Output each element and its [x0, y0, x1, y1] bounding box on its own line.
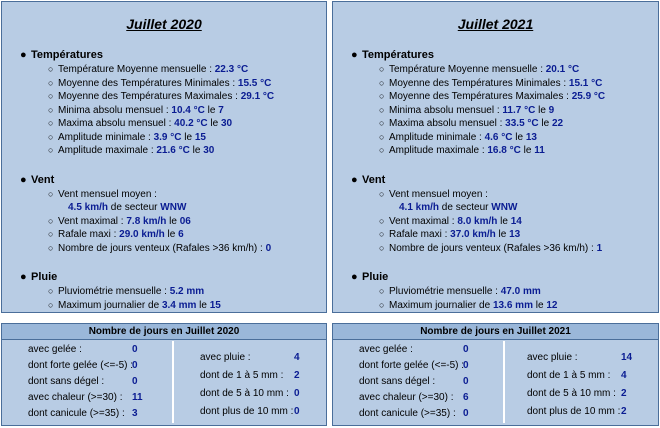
temp-item: ○ Minima absolu mensuel : 10.4 °C le 7 [48, 104, 224, 116]
gust-max-item: ○ Rafale maxi : 29.0 km/h le 6 [48, 229, 184, 240]
table-row: dont de 5 à 10 mm : 2 [527, 388, 627, 399]
temp-item: ○ Température Moyenne mensuelle : 22.3 °C [48, 64, 249, 75]
bullet-icon: ● [20, 271, 27, 283]
temp-item: ○ Maxima absolu mensuel : 33.5 °C le 22 [379, 118, 564, 129]
circle-bullet-icon: ○ [48, 131, 54, 142]
circle-bullet-icon: ○ [48, 77, 54, 88]
windy-days-item: ○ Nombre de jours venteux (Rafales >36 km/h) : 0 [48, 242, 272, 254]
circle-bullet-icon: ○ [379, 77, 385, 88]
circle-bullet-icon: ○ [48, 229, 54, 239]
table-row: avec gelée : 0 [28, 344, 138, 355]
circle-bullet-icon: ○ [48, 215, 54, 226]
section-heading-temperatures: Températures [31, 49, 103, 61]
rain-total-item: ○ Pluviométrie mensuelle : 47.0 mm [379, 286, 541, 297]
table-row: dont canicule (>=35) : 3 [28, 408, 138, 419]
circle-bullet-icon: ○ [379, 91, 385, 101]
table-row: avec chaleur (>=30) : 11 [28, 392, 143, 403]
section-temperatures [2, 49, 326, 158]
temp-item: ○ Amplitude maximale : 16.8 °C le 11 [379, 145, 545, 156]
wind-mean-item: ○ Vent mensuel moyen : [379, 188, 488, 200]
section-vent [2, 174, 326, 256]
temp-item: ○ Température Moyenne mensuelle : 20.1 °C [379, 64, 580, 75]
section-temperatures [333, 49, 658, 158]
panel-july-2021 [332, 1, 659, 313]
section-heading-vent: Vent [362, 173, 386, 186]
wind-mean-detail: 4.1 km/h de secteur WNW [399, 202, 518, 213]
days-table-title: Nombre de jours en Juillet 2021 [333, 324, 658, 340]
section-pluie [2, 271, 326, 312]
days-col-rain [200, 349, 300, 421]
temp-item: ○ Moyenne des Températures Maximales : 25.9 °C [379, 91, 606, 102]
table-row: dont sans dégel : 0 [28, 376, 138, 387]
panel-title: Juillet 2021 [457, 16, 534, 32]
days-col-frost-heat [28, 342, 143, 422]
circle-bullet-icon: ○ [379, 242, 385, 253]
wind-list-2 [2, 215, 326, 256]
circle-bullet-icon: ○ [379, 145, 385, 155]
days-table-2020 [1, 323, 327, 426]
rain-daily-max-item: ○ Maximum journalier de 3.4 mm le 15 [48, 299, 221, 311]
bullet-icon: ● [351, 49, 358, 61]
section-heading-vent: Vent [31, 173, 55, 186]
circle-bullet-icon: ○ [379, 229, 385, 239]
section-heading-pluie: Pluie [31, 271, 58, 283]
circle-bullet-icon: ○ [379, 118, 385, 128]
circle-bullet-icon: ○ [48, 64, 54, 74]
days-table-title: Nombre de jours en Juillet 2020 [2, 324, 326, 340]
circle-bullet-icon: ○ [379, 188, 385, 199]
panel-july-2020 [1, 1, 327, 313]
rain-total-item: ○ Pluviométrie mensuelle : 5.2 mm [48, 286, 205, 297]
wind-list [2, 188, 326, 202]
table-row: dont canicule (>=35) : 0 [359, 408, 469, 419]
circle-bullet-icon: ○ [48, 242, 54, 253]
windy-days-item: ○ Nombre de jours venteux (Rafales >36 km/h) : 1 [379, 242, 603, 254]
bullet-icon: ● [351, 271, 358, 283]
section-vent [333, 174, 658, 256]
circle-bullet-icon: ○ [48, 299, 54, 310]
wind-max-item: ○ Vent maximal : 7.8 km/h le 06 [48, 215, 191, 227]
table-row: avec chaleur (>=30) : 6 [359, 392, 469, 403]
temp-item: ○ Moyenne des Températures Minimales : 15.5 °C [48, 77, 272, 89]
table-row: dont forte gelée (<=-5) : 0 [359, 360, 469, 371]
wind-list [333, 188, 658, 202]
temp-item: ○ Amplitude maximale : 21.6 °C le 30 [48, 145, 215, 156]
section-heading-temperatures: Températures [362, 49, 434, 61]
wind-max-item: ○ Vent maximal : 8.0 km/h le 14 [379, 215, 522, 227]
rain-daily-max-item: ○ Maximum journalier de 13.6 mm le 12 [379, 299, 558, 311]
table-row: dont plus de 10 mm : 0 [200, 406, 300, 417]
circle-bullet-icon: ○ [379, 286, 385, 296]
temp-item: ○ Maxima absolu mensuel : 40.2 °C le 30 [48, 118, 233, 129]
table-row: dont de 1 à 5 mm : 4 [527, 370, 627, 381]
days-table-2021 [332, 323, 659, 426]
circle-bullet-icon: ○ [379, 131, 385, 142]
wind-list-2 [333, 215, 658, 256]
temp-item: ○ Amplitude minimale : 3.9 °C le 15 [48, 131, 206, 143]
wind-mean-item: ○ Vent mensuel moyen : [48, 188, 157, 200]
column-divider [503, 341, 505, 423]
days-col-rain [527, 349, 633, 421]
temp-item: ○ Moyenne des Températures Maximales : 29.1 °C [48, 91, 275, 102]
circle-bullet-icon: ○ [48, 286, 54, 296]
panel-title: Juillet 2020 [126, 16, 202, 32]
circle-bullet-icon: ○ [379, 299, 385, 310]
circle-bullet-icon: ○ [48, 91, 54, 101]
table-row: dont forte gelée (<=-5) : 0 [28, 360, 138, 371]
bullet-icon: ● [351, 173, 358, 186]
table-row: avec pluie : 4 [200, 352, 300, 363]
circle-bullet-icon: ○ [379, 64, 385, 74]
column-divider [172, 341, 174, 423]
circle-bullet-icon: ○ [48, 104, 54, 115]
bullet-icon: ● [20, 173, 27, 186]
table-row: dont de 1 à 5 mm : 2 [200, 370, 300, 381]
temp-item: ○ Minima absolu mensuel : 11.7 °C le 9 [379, 104, 555, 116]
section-pluie [333, 271, 658, 312]
circle-bullet-icon: ○ [379, 104, 385, 115]
rain-list [333, 285, 658, 312]
table-row: avec gelée : 0 [359, 344, 469, 355]
days-col-frost-heat [359, 342, 469, 422]
wind-mean-detail: 4.5 km/h de secteur WNW [68, 202, 187, 213]
section-heading-pluie: Pluie [362, 271, 389, 283]
temperature-list [2, 63, 326, 158]
table-row: dont plus de 10 mm : 2 [527, 406, 627, 417]
circle-bullet-icon: ○ [48, 118, 54, 128]
temp-item: ○ Moyenne des Températures Minimales : 15.1 °C [379, 77, 603, 89]
table-row: dont sans dégel : 0 [359, 376, 469, 387]
table-row: avec pluie : 14 [527, 352, 633, 363]
circle-bullet-icon: ○ [379, 215, 385, 226]
circle-bullet-icon: ○ [48, 188, 54, 199]
table-row: dont de 5 à 10 mm : 0 [200, 388, 300, 399]
gust-max-item: ○ Rafale maxi : 37.0 km/h le 13 [379, 229, 521, 240]
bullet-icon: ● [20, 49, 27, 61]
rain-list [2, 285, 326, 312]
circle-bullet-icon: ○ [48, 145, 54, 155]
temperature-list [333, 63, 658, 158]
temp-item: ○ Amplitude minimale : 4.6 °C le 13 [379, 131, 537, 143]
